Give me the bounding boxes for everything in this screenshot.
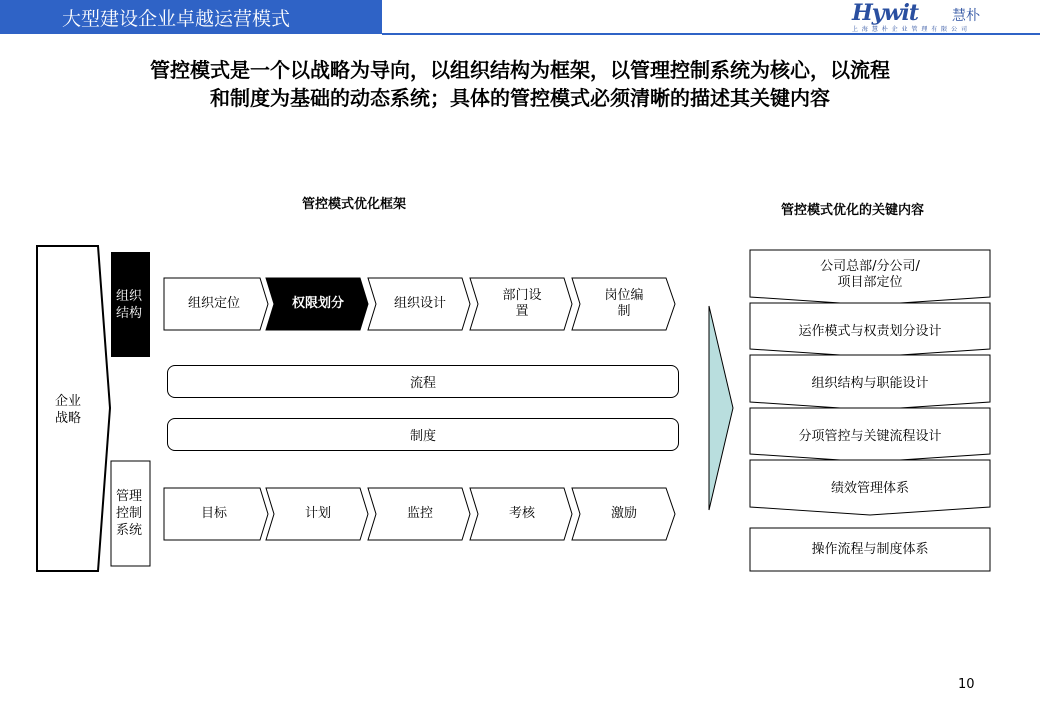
org-step-line: 制 — [617, 304, 631, 319]
mgmt-label — [116, 488, 142, 539]
key-content-line: 运作模式与权责划分设计 — [798, 324, 942, 339]
mgmt-step-2 — [276, 488, 360, 540]
org-step-3 — [378, 278, 462, 330]
mgmt-step-line: 监控 — [406, 506, 433, 521]
org-step-line: 权限划分 — [291, 296, 344, 311]
org-step-1 — [172, 278, 256, 330]
org-label-line: 组织 — [116, 289, 143, 304]
key-content-line: 公司总部/分公司/ — [820, 259, 920, 274]
mgmt-step-4 — [480, 488, 564, 540]
key-content-5 — [750, 466, 990, 512]
mgmt-step-line: 目标 — [200, 506, 227, 521]
org-step-line: 组织设计 — [393, 296, 446, 311]
mgmt-step-line: 计划 — [304, 506, 331, 521]
strategy-line: 战略 — [55, 411, 82, 426]
mgmt-step-3 — [378, 488, 462, 540]
key-content-line: 操作流程与制度体系 — [811, 541, 929, 557]
system-bar: 制度 — [167, 418, 679, 451]
mgmt-step-1 — [172, 488, 256, 540]
key-content-2 — [750, 309, 990, 355]
headline-line-1: 管控模式是一个以战略为导向，以组织结构为框架，以管理控制系统为核心，以流程 — [150, 58, 890, 82]
process-bar: 流程 — [167, 365, 679, 398]
org-label-line: 结构 — [116, 306, 143, 321]
org-step-2 — [276, 278, 360, 330]
org-step-line: 组织定位 — [187, 296, 240, 311]
headline-line-2: 和制度为基础的动态系统；具体的管控模式必须清晰的描述其关键内容 — [210, 86, 830, 110]
mgmt-label-line: 管理 — [116, 489, 143, 504]
strategy-line: 企业 — [55, 394, 82, 409]
logo-chinese: 慧朴 — [952, 8, 980, 24]
org-step-line: 岗位编 — [604, 288, 644, 303]
flow-arrow — [709, 306, 733, 510]
key-content-title: 管控模式优化的关键内容 — [781, 203, 925, 218]
key-content-line: 分项管控与关键流程设计 — [798, 429, 942, 444]
org-step-line: 部门设 — [502, 288, 542, 303]
key-content-3 — [750, 361, 990, 407]
key-content-6 — [750, 528, 990, 571]
key-content-line: 绩效管理体系 — [830, 481, 909, 496]
key-content-line: 项目部定位 — [837, 275, 903, 290]
mgmt-step-5 — [582, 488, 666, 540]
strategy-label — [55, 393, 81, 427]
key-content-line: 组织结构与职能设计 — [811, 376, 929, 391]
slide-title: 大型建设企业卓越运营模式 — [62, 8, 291, 30]
org-step-4 — [480, 278, 564, 330]
org-label — [116, 288, 142, 322]
key-content-4 — [750, 414, 990, 460]
key-content-1 — [750, 252, 990, 298]
framework-title: 管控模式优化框架 — [302, 197, 407, 212]
mgmt-step-line: 考核 — [508, 506, 535, 521]
org-step-line: 置 — [515, 304, 529, 319]
logo-wordmark: Hywit — [852, 0, 919, 26]
mgmt-step-line: 激励 — [610, 506, 637, 521]
page-number: 10 — [958, 677, 975, 692]
mgmt-label-line: 控制 — [116, 506, 143, 521]
mgmt-label-line: 系统 — [116, 523, 143, 538]
logo-subtitle: 上 海 慧 朴 企 业 管 理 有 限 公 司 — [852, 26, 968, 33]
org-step-5 — [582, 278, 666, 330]
